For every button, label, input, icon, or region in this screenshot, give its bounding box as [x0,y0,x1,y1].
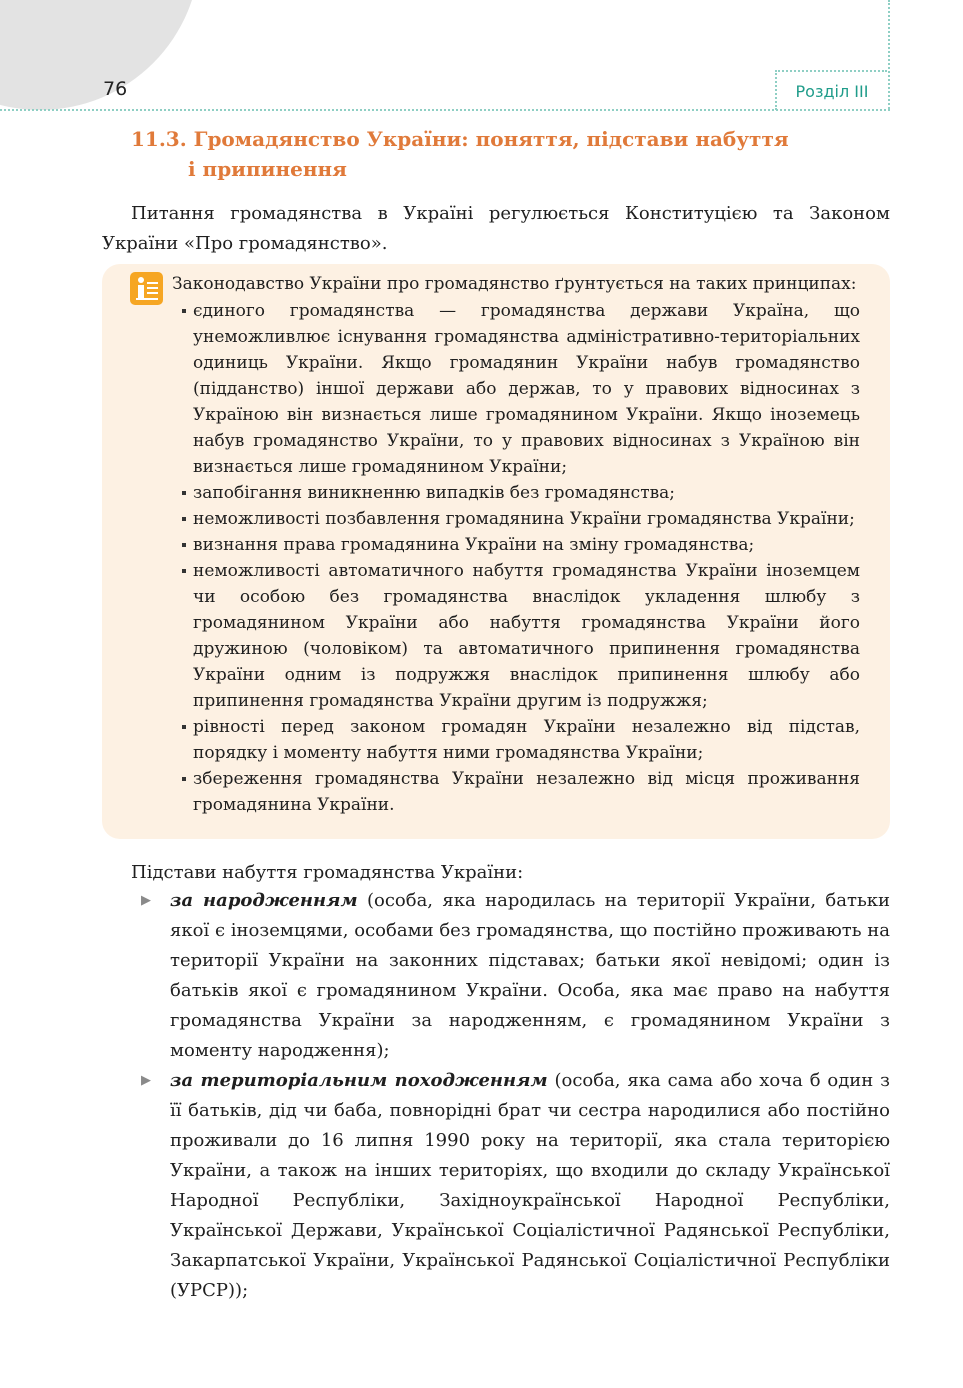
heading-line-2: і припинення [188,157,347,181]
principle-item: неможливості автоматичного набуття громадянства України іноземцем чи особою без громадянства внаслідок укладення шлюбу з громадянином України або набуття громадянства України його дружиною (чоловіком) та автоматичного припинення громадянства України одним із подружжя внаслідок припинення шлюбу або припинення громадянства України другим із подружжя; [180,558,860,714]
grounds-list [141,886,890,1306]
heading-line-1: 11.3. Громадянство України: поняття, підстави набуття [131,127,789,151]
section-heading [131,124,871,184]
page-number: 76 [103,78,128,100]
ground-term: за територіальним походженням [170,1070,548,1091]
principle-item: неможливості позбавлення громадянина України громадянства України; [180,506,860,532]
corner-decoration [0,0,200,110]
ground-item [141,886,890,1066]
ground-text: (особа, яка народилась на території України, батьки якої є іноземцями, особами без громадянства, що постійно проживають на території України на законних підставах; батьки якої невідомі; один із батьків якої є громадянином України. Особа, яка має право на набуття громадянства України за народженням, є громадянином України з моменту народження); [170,890,890,1061]
section-label: Розділ III [775,70,887,110]
ground-text: (особа, яка сама або хоча б один з її батьків, дід чи баба, повнорідні брат чи сестра народилися або постійно проживали до 16 липня 1990 року на території, яка стала територією України, а також на інших територіях, що входили до складу Української Народної Республіки, Західноукраїнської Народної Республіки, Української Держави, Української Соціалістичної Радянської Республіки, Закарпатської України, Української Радянської Соціалістичної Республіки (УРСР)); [170,1070,890,1301]
triangle-bullet-icon: ▶ [141,1073,151,1088]
principle-item: запобігання виникненню випадків без громадянства; [180,480,860,506]
info-icon [130,272,163,305]
principle-item: єдиного громадянства — громадянства держави Україна, що унеможливлює існування громадянства адміністративно-територіальних одиниць України. Якщо громадянин України набув громадянство (підданство) іншої держави або держав, то у правових відносинах з Україною він визнається лише громадянином України. Якщо іноземець набув громадянство України, то у правових відносинах з Україною він визнається лише громадянином України; [180,298,860,480]
ground-item [141,1066,890,1306]
grounds-lead: Підстави набуття громадянства України: [131,862,524,883]
principle-item: рівності перед законом громадян України незалежно від підстав, порядку і моменту набуття ними громадянства України; [180,714,860,766]
margin-divider [888,0,890,109]
principle-item: збереження громадянства України незалежно від місця проживання громадянина України. [180,766,860,818]
intro-paragraph: Питання громадянства в Україні регулюється Конституцією та Законом України «Про громадянство». [102,203,890,254]
triangle-bullet-icon: ▶ [141,893,151,908]
principles-lead: Законодавство України про громадянство ґрунтується на таких принципах: [172,274,857,294]
principles-list [180,298,860,818]
header-divider [0,109,890,111]
principle-item: визнання права громадянина України на зміну громадянства; [180,532,860,558]
ground-term: за народженням [170,890,358,911]
